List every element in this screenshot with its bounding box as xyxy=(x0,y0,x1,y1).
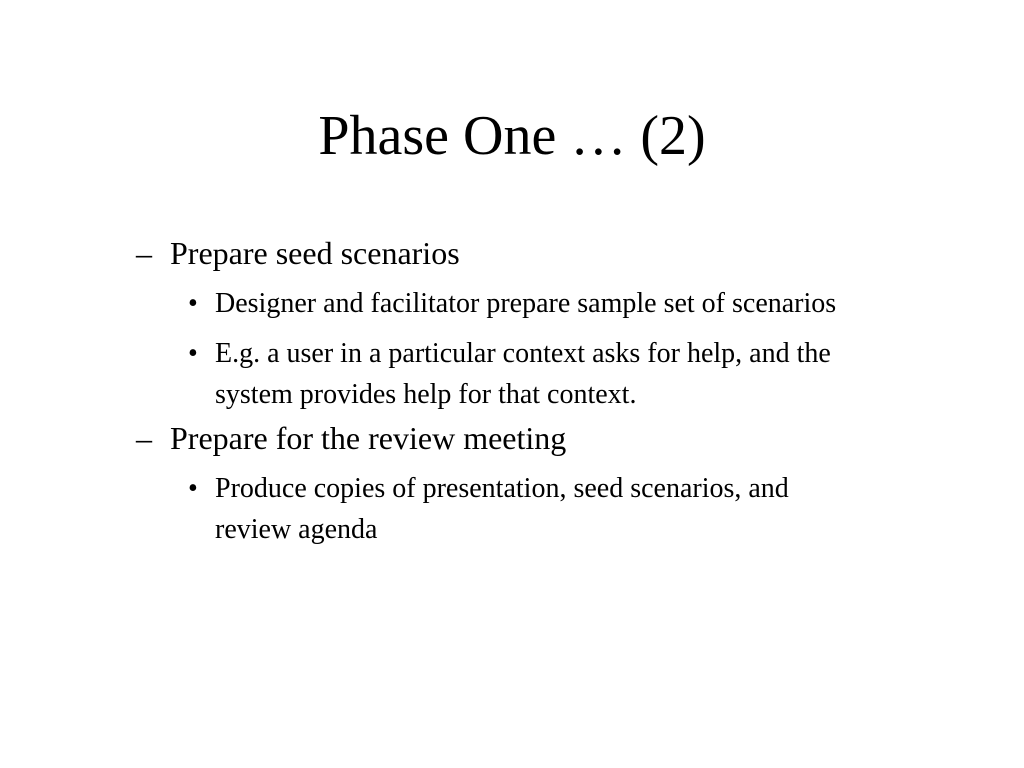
bullet-text: Prepare seed scenarios xyxy=(170,235,460,271)
sub-bullet-list xyxy=(136,468,936,550)
bullet-dot-marker: • xyxy=(188,473,198,504)
bullet-prepare-review-meeting xyxy=(136,416,936,460)
dash-marker: – xyxy=(136,235,152,271)
sub-bullet-text: E.g. a user in a particular context asks for help, and the system provides help for that context. xyxy=(215,338,831,410)
bullet-dot-marker: • xyxy=(188,288,198,319)
slide-title: Phase One … (2) xyxy=(318,105,706,167)
bullet-prepare-seed-scenarios xyxy=(136,231,936,275)
sub-bullet-list xyxy=(136,283,936,415)
sub-bullet-text: Designer and facilitator prepare sample set of scenarios xyxy=(215,288,837,319)
bullet-dot-marker: • xyxy=(188,338,198,369)
sub-bullet-example xyxy=(136,333,855,415)
sub-bullet-text: Produce copies of presentation, seed scenarios, and review agenda xyxy=(215,473,789,545)
sub-bullet-designer-facilitator xyxy=(136,283,855,324)
dash-marker: – xyxy=(136,420,152,456)
sub-bullet-produce-copies xyxy=(136,468,855,550)
slide-body xyxy=(136,231,936,559)
bullet-text: Prepare for the review meeting xyxy=(170,420,567,456)
